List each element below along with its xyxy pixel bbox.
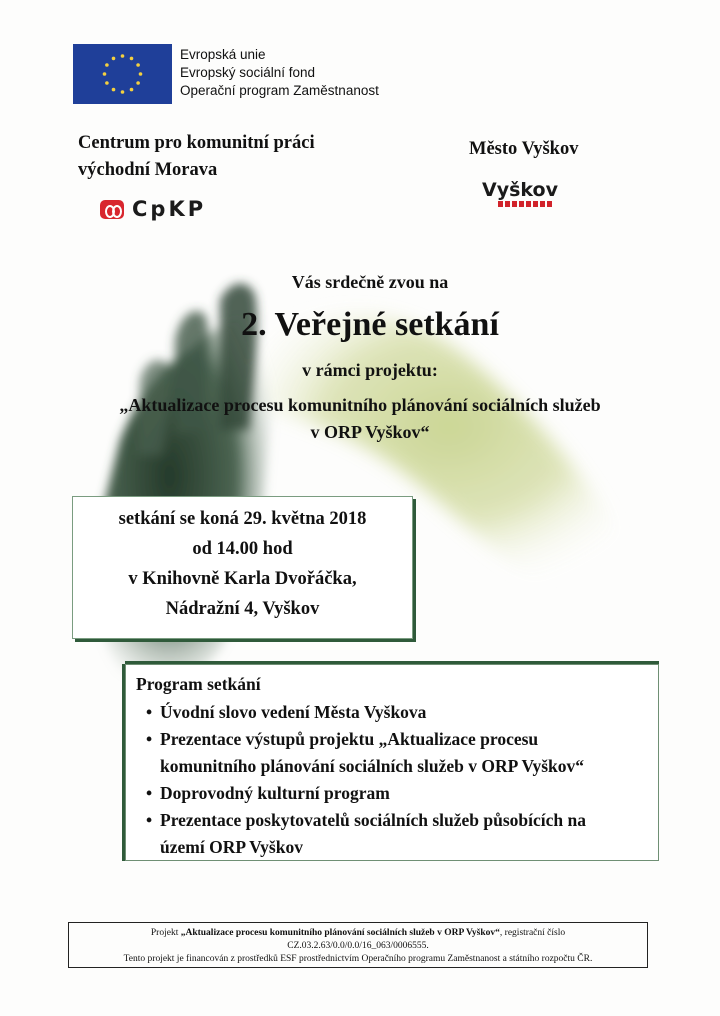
program-item-text: • Prezentace výstupů projektu „Aktualizace procesu (160, 729, 539, 749)
program-item (136, 780, 658, 807)
vyskov-logo-text: Vyškov (482, 179, 558, 201)
cpkp-logo-icon (100, 200, 124, 219)
meeting-address: Nádražní 4, Vyškov (165, 599, 320, 619)
program-item-text: • Prezentace poskytovatelů sociálních služeb působících na (160, 810, 587, 830)
eu-program-text (180, 46, 379, 100)
footer-prefix: Projekt (150, 928, 181, 938)
program-item-text: komunitního plánování sociálních služeb v ORP Vyškov“ (160, 756, 585, 776)
city-name: Město Vyškov (469, 139, 579, 159)
event-headline: 2. Veřejné setkání (241, 306, 499, 343)
vyskov-logo (482, 180, 558, 207)
footer-registration: CZ.03.2.63/0.0/0.0/16_063/0006555. (287, 941, 429, 951)
footer-suffix: , registrační číslo (499, 928, 566, 938)
program-item (136, 807, 658, 861)
footer-project-name: „Aktualizace procesu komunitního plánování sociálních služeb v ORP Vyškov“ (180, 928, 500, 938)
cpkp-organization-name (78, 130, 315, 184)
program-box (125, 664, 659, 861)
footer-funding: Tento projekt je financován z prostředků ESF prostřednictvím Operačního programu Zaměstnanost a státního rozpočtu ČR. (123, 954, 593, 964)
meeting-info-box (72, 496, 413, 639)
org-line: Centrum pro komunitní práci (78, 133, 315, 153)
meeting-date: setkání se koná 29. května 2018 (118, 509, 367, 529)
eu-line: Evropský sociální fond (180, 65, 316, 80)
org-line: východní Morava (78, 160, 218, 180)
meeting-time: od 14.00 hod (192, 539, 293, 559)
cpkp-logo (100, 198, 206, 220)
funding-footer (68, 922, 648, 968)
program-title: Program setkání (136, 674, 261, 694)
eu-flag-logo (73, 44, 172, 104)
program-item (136, 699, 658, 726)
footer-line1 (69, 927, 647, 940)
invitation-intro: Vás srdečně zvou na (291, 272, 449, 292)
program-item-text: území ORP Vyškov (160, 837, 303, 857)
eu-line: Operační program Zaměstnanost (180, 83, 379, 98)
program-item-text: • Úvodní slovo vedení Města Vyškova (160, 702, 427, 722)
project-intro: v rámci projektu: (302, 360, 438, 380)
cpkp-logo-text: CpKP (132, 197, 207, 221)
project-title-line2: v ORP Vyškov“ (310, 422, 430, 442)
eu-line: Evropská unie (180, 47, 266, 62)
program-item (136, 726, 658, 780)
vyskov-logo-bar (498, 201, 558, 207)
meeting-venue: v Knihovně Karla Dvořáčka, (128, 569, 357, 589)
program-item-text: • Doprovodný kulturní program (160, 783, 390, 803)
project-title-line1: „Aktualizace procesu komunitního plánování sociálních služeb (119, 395, 601, 415)
